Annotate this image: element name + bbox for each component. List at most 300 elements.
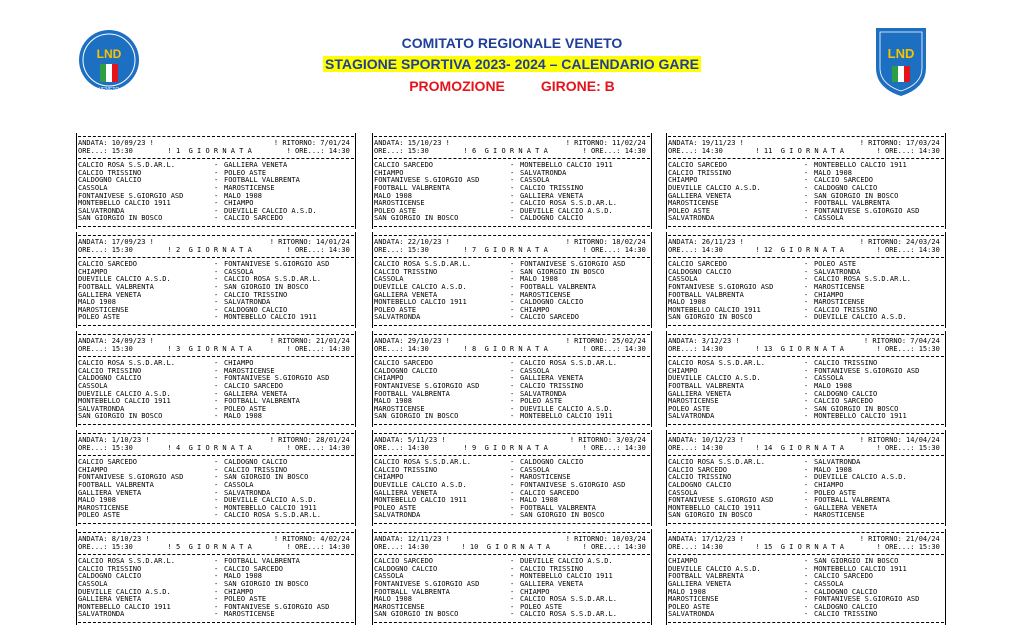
match-row xyxy=(374,276,650,284)
ritorno-date: ! RITORNO: 11/02/24 xyxy=(565,140,650,147)
match-dash: - xyxy=(214,573,219,581)
round-header-times xyxy=(374,346,650,354)
divider xyxy=(78,334,354,335)
round-block xyxy=(372,232,652,330)
match-row xyxy=(374,208,650,216)
home-team: CALCIO SARCEDO xyxy=(78,459,138,467)
andata-date: ANDATA: 10/09/23 ! xyxy=(78,140,154,147)
home-team: FOOTBALL VALBRENTA xyxy=(78,481,154,489)
match-row xyxy=(78,505,354,513)
away-team: CHIAMPO xyxy=(520,306,550,314)
divider xyxy=(668,257,944,258)
home-team: CHIAMPO xyxy=(374,474,404,482)
divider xyxy=(78,523,354,524)
round-header-times xyxy=(374,148,650,156)
match-row xyxy=(78,170,354,178)
match-dash: - xyxy=(510,306,515,314)
home-team: FOOTBALL VALBRENTA xyxy=(668,573,744,581)
giornata-label: ! 15 G I O R N A T A xyxy=(755,543,844,551)
match-row xyxy=(668,261,944,269)
round-header-times xyxy=(668,445,944,453)
match-dash: - xyxy=(804,459,809,467)
round-header-dates xyxy=(668,239,944,247)
match-row xyxy=(668,360,944,368)
match-row xyxy=(374,292,650,300)
home-team: SALVATRONDA xyxy=(668,413,715,421)
match-dash: - xyxy=(214,184,219,192)
match-dash: - xyxy=(510,360,515,368)
away-team: SAN GIORGIO IN BOSCO xyxy=(224,580,309,588)
ritorno-time: ! ORE...: 15:30 xyxy=(876,345,944,353)
match-dash: - xyxy=(804,215,809,223)
match-dash: - xyxy=(510,314,515,322)
match-row xyxy=(78,573,354,581)
home-team: CHIAMPO xyxy=(668,558,698,566)
home-team: CASSOLA xyxy=(668,276,698,284)
andata-date: ANDATA: 1/10/23 ! xyxy=(78,437,150,444)
round-header-dates xyxy=(78,338,354,346)
away-team: DUEVILLE CALCIO A.S.D. xyxy=(224,497,317,505)
match-row xyxy=(78,611,354,619)
away-team: CALDOGNO CALCIO xyxy=(520,299,584,307)
away-team: CALCIO TRISSINO xyxy=(224,291,288,299)
match-row xyxy=(78,360,354,368)
divider xyxy=(374,455,650,456)
match-row xyxy=(374,604,650,612)
match-row xyxy=(374,467,650,475)
home-team: CHIAMPO xyxy=(374,169,404,177)
match-dash: - xyxy=(214,276,219,284)
match-row xyxy=(374,497,650,505)
home-team: FONTANIVESE S.GIORGIO ASD xyxy=(78,192,184,200)
match-row xyxy=(668,208,944,216)
match-row xyxy=(78,490,354,498)
away-team: MALO 1908 xyxy=(224,573,262,581)
match-dash: - xyxy=(804,291,809,299)
logo-left-text: LND xyxy=(96,47,122,61)
match-row xyxy=(668,398,944,406)
match-row xyxy=(668,193,944,201)
divider xyxy=(374,136,650,137)
home-team: MALO 1908 xyxy=(78,497,116,505)
match-dash: - xyxy=(214,268,219,276)
away-team: FOOTBALL VALBRENTA xyxy=(520,504,596,512)
round-header-dates xyxy=(78,140,354,148)
match-row xyxy=(668,177,944,185)
match-row xyxy=(668,406,944,414)
divider xyxy=(668,235,944,236)
match-row xyxy=(668,292,944,300)
match-row xyxy=(78,467,354,475)
match-dash: - xyxy=(214,207,219,215)
match-dash: - xyxy=(804,390,809,398)
divider xyxy=(78,257,354,258)
away-team: GALLIERA VENETA xyxy=(520,192,584,200)
match-dash: - xyxy=(804,565,809,573)
away-team: SALVATRONDA xyxy=(814,268,861,276)
match-row xyxy=(668,162,944,170)
home-team: DUEVILLE CALCIO A.S.D. xyxy=(668,375,761,383)
match-row xyxy=(78,284,354,292)
andata-date: ANDATA: 5/11/23 ! xyxy=(374,437,446,444)
ritorno-date: ! RITORNO: 25/02/24 xyxy=(565,338,650,345)
match-dash: - xyxy=(214,459,219,467)
match-dash: - xyxy=(214,611,219,619)
match-row xyxy=(668,170,944,178)
match-row xyxy=(668,596,944,604)
home-team: CALDOGNO CALCIO xyxy=(668,268,732,276)
match-dash: - xyxy=(804,497,809,505)
match-dash: - xyxy=(510,177,515,185)
away-team: POLEO ASTE xyxy=(814,489,857,497)
match-dash: - xyxy=(804,360,809,368)
divider xyxy=(78,433,354,434)
home-team: GALLIERA VENETA xyxy=(78,489,142,497)
away-team: DUEVILLE CALCIO A.S.D. xyxy=(520,405,613,413)
away-team: CALCIO SARCEDO xyxy=(224,382,284,390)
match-dash: - xyxy=(510,283,515,291)
away-team: DUEVILLE CALCIO A.S.D. xyxy=(814,314,907,322)
match-row xyxy=(78,566,354,574)
ritorno-time: ! ORE...: 15:30 xyxy=(876,444,944,452)
round-block xyxy=(76,232,356,330)
match-row xyxy=(78,558,354,566)
home-team: FONTANIVESE S.GIORGIO ASD xyxy=(374,382,480,390)
home-team: POLEO ASTE xyxy=(374,504,417,512)
match-dash: - xyxy=(804,261,809,269)
home-team: CASSOLA xyxy=(78,184,108,192)
away-team: SALVATRONDA xyxy=(224,299,271,307)
divider xyxy=(78,622,354,623)
match-row xyxy=(78,276,354,284)
giornata-label: ! 4 G I O R N A T A xyxy=(167,444,252,452)
home-team: POLEO ASTE xyxy=(78,512,121,520)
divider xyxy=(668,325,944,326)
andata-date: ANDATA: 24/09/23 ! xyxy=(78,338,154,345)
match-dash: - xyxy=(510,162,515,170)
divider xyxy=(374,356,650,357)
home-team: POLEO ASTE xyxy=(668,603,711,611)
home-team: FOOTBALL VALBRENTA xyxy=(668,291,744,299)
round-header-times xyxy=(374,544,650,552)
round-header-times xyxy=(78,445,354,453)
away-team: CHIAMPO xyxy=(224,588,254,596)
ritorno-time: ! ORE...: 14:30 xyxy=(286,147,354,155)
match-row xyxy=(78,474,354,482)
andata-date: ANDATA: 19/11/23 ! xyxy=(668,140,744,147)
round-block xyxy=(76,430,356,528)
match-dash: - xyxy=(214,390,219,398)
away-team: MAROSTICENSE xyxy=(814,512,865,520)
home-team: CALCIO SARCEDO xyxy=(668,162,728,170)
home-team: CALCIO TRISSINO xyxy=(374,268,438,276)
match-row xyxy=(374,215,650,223)
match-row xyxy=(374,360,650,368)
giornata-label: ! 11 G I O R N A T A xyxy=(755,147,844,155)
ritorno-time: ! ORE...: 14:30 xyxy=(286,345,354,353)
home-team: CALCIO ROSA S.S.D.AR.L. xyxy=(668,459,765,467)
match-dash: - xyxy=(804,276,809,284)
away-team: POLEO ASTE xyxy=(224,596,267,604)
divider xyxy=(78,532,354,533)
away-team: MAROSTICENSE xyxy=(814,299,865,307)
home-team: DUEVILLE CALCIO A.S.D. xyxy=(668,565,761,573)
home-team: MONTEBELLO CALCIO 1911 xyxy=(374,497,467,505)
match-row xyxy=(78,391,354,399)
home-team: CALDOGNO CALCIO xyxy=(668,481,732,489)
home-team: DUEVILLE CALCIO A.S.D. xyxy=(668,184,761,192)
match-row xyxy=(374,375,650,383)
round-header-times xyxy=(78,148,354,156)
ritorno-time: ! ORE...: 14:30 xyxy=(876,147,944,155)
match-dash: - xyxy=(214,177,219,185)
round-header-dates xyxy=(78,536,354,544)
match-dash: - xyxy=(510,215,515,223)
giornata-label: ! 13 G I O R N A T A xyxy=(755,345,844,353)
round-block xyxy=(76,133,356,231)
match-row xyxy=(374,398,650,406)
home-team: CALCIO ROSA S.S.D.AR.L. xyxy=(668,360,765,368)
match-row xyxy=(374,299,650,307)
home-team: FOOTBALL VALBRENTA xyxy=(78,283,154,291)
match-row xyxy=(668,467,944,475)
away-team: CALCIO ROSA S.S.D.AR.L. xyxy=(520,360,617,368)
match-dash: - xyxy=(510,573,515,581)
home-team: CALDOGNO CALCIO xyxy=(374,565,438,573)
home-team: GALLIERA VENETA xyxy=(668,390,732,398)
andata-date: ANDATA: 29/10/23 ! xyxy=(374,338,450,345)
match-dash: - xyxy=(214,360,219,368)
away-team: MONTEBELLO CALCIO 1911 xyxy=(814,413,907,421)
home-team: POLEO ASTE xyxy=(374,306,417,314)
home-team: CALDOGNO CALCIO xyxy=(78,573,142,581)
round-header-dates xyxy=(374,338,650,346)
giornata-label: ! 14 G I O R N A T A xyxy=(755,444,844,452)
match-row xyxy=(78,581,354,589)
match-row xyxy=(78,307,354,315)
match-dash: - xyxy=(804,382,809,390)
match-row xyxy=(374,413,650,421)
ritorno-date: ! RITORNO: 14/04/24 xyxy=(859,437,944,444)
match-row xyxy=(668,391,944,399)
divider xyxy=(374,523,650,524)
ritorno-date: ! RITORNO: 10/03/24 xyxy=(565,536,650,543)
round-header-dates xyxy=(668,536,944,544)
match-row xyxy=(668,299,944,307)
match-row xyxy=(78,383,354,391)
away-team: FONTANIVESE S.GIORGIO ASD xyxy=(814,596,920,604)
away-team: FONTANIVESE S.GIORGIO ASD xyxy=(520,481,626,489)
andata-time: ORE...: 15:30 xyxy=(78,345,133,353)
away-team: CALCIO ROSA S.S.D.AR.L. xyxy=(224,512,321,520)
match-dash: - xyxy=(804,184,809,192)
match-dash: - xyxy=(510,611,515,619)
match-row xyxy=(78,261,354,269)
match-dash: - xyxy=(214,405,219,413)
match-dash: - xyxy=(214,314,219,322)
match-dash: - xyxy=(804,588,809,596)
match-row xyxy=(668,413,944,421)
match-dash: - xyxy=(510,558,515,566)
match-row xyxy=(374,505,650,513)
away-team: FOOTBALL VALBRENTA xyxy=(520,283,596,291)
match-row xyxy=(374,193,650,201)
away-team: MALO 1908 xyxy=(814,466,852,474)
category-title xyxy=(0,78,1024,94)
andata-time: ORE...: 15:30 xyxy=(78,444,133,452)
match-dash: - xyxy=(214,306,219,314)
match-row xyxy=(374,573,650,581)
andata-time: ORE...: 14:30 xyxy=(374,444,429,452)
match-dash: - xyxy=(510,390,515,398)
match-dash: - xyxy=(804,169,809,177)
match-row xyxy=(668,581,944,589)
ritorno-date: ! RITORNO: 21/04/24 xyxy=(859,536,944,543)
match-dash: - xyxy=(804,481,809,489)
match-dash: - xyxy=(804,489,809,497)
home-team: CALCIO ROSA S.S.D.AR.L. xyxy=(374,261,471,269)
ritorno-time: ! ORE...: 14:30 xyxy=(876,246,944,254)
away-team: CALDOGNO CALCIO xyxy=(814,184,878,192)
match-dash: - xyxy=(804,268,809,276)
home-team: CALCIO TRISSINO xyxy=(668,169,732,177)
category-label: PROMOZIONE xyxy=(409,78,505,94)
divider xyxy=(374,424,650,425)
away-team: CHIAMPO xyxy=(224,200,254,208)
divider xyxy=(668,523,944,524)
away-team: MALO 1908 xyxy=(520,276,558,284)
away-team: MAROSTICENSE xyxy=(814,283,865,291)
away-team: MALO 1908 xyxy=(814,169,852,177)
away-team: DUEVILLE CALCIO A.S.D. xyxy=(520,207,613,215)
match-row xyxy=(78,459,354,467)
home-team: MALO 1908 xyxy=(668,588,706,596)
home-team: FOOTBALL VALBRENTA xyxy=(374,588,450,596)
round-block xyxy=(666,430,946,528)
away-team: FOOTBALL VALBRENTA xyxy=(224,398,300,406)
match-row xyxy=(374,558,650,566)
divider xyxy=(78,325,354,326)
giornata-label: ! 3 G I O R N A T A xyxy=(167,345,252,353)
away-team: CALCIO SARCEDO xyxy=(814,177,874,185)
match-dash: - xyxy=(804,367,809,375)
match-row xyxy=(374,611,650,619)
match-row xyxy=(374,314,650,322)
away-team: SALVATRONDA xyxy=(224,489,271,497)
ritorno-date: ! RITORNO: 24/03/24 xyxy=(859,239,944,246)
ritorno-time: ! ORE...: 14:30 xyxy=(286,543,354,551)
home-team: DUEVILLE CALCIO A.S.D. xyxy=(78,588,171,596)
match-row xyxy=(668,269,944,277)
home-team: CALCIO TRISSINO xyxy=(668,474,732,482)
match-dash: - xyxy=(214,588,219,596)
giornata-label: ! 8 G I O R N A T A xyxy=(463,345,548,353)
divider xyxy=(374,325,650,326)
home-team: CALCIO TRISSINO xyxy=(374,466,438,474)
home-team: MONTEBELLO CALCIO 1911 xyxy=(78,603,171,611)
home-team: MAROSTICENSE xyxy=(374,603,425,611)
divider xyxy=(668,136,944,137)
divider xyxy=(78,554,354,555)
home-team: CALCIO SARCEDO xyxy=(78,261,138,269)
match-dash: - xyxy=(510,459,515,467)
match-dash: - xyxy=(214,580,219,588)
andata-time: ORE...: 15:30 xyxy=(78,147,133,155)
away-team: CALCIO SARCEDO xyxy=(520,314,580,322)
match-row xyxy=(668,307,944,315)
home-team: SALVATRONDA xyxy=(668,611,715,619)
away-team: CALDOGNO CALCIO xyxy=(814,603,878,611)
home-team: POLEO ASTE xyxy=(374,207,417,215)
divider xyxy=(78,158,354,159)
away-team: CALCIO SARCEDO xyxy=(814,398,874,406)
match-row xyxy=(78,193,354,201)
divider xyxy=(78,136,354,137)
match-row xyxy=(374,177,650,185)
away-team: CALCIO TRISSINO xyxy=(520,184,584,192)
away-team: MALO 1908 xyxy=(224,192,262,200)
home-team: GALLIERA VENETA xyxy=(374,489,438,497)
match-row xyxy=(78,269,354,277)
away-team: MALO 1908 xyxy=(224,413,262,421)
home-team: SALVATRONDA xyxy=(374,512,421,520)
match-row xyxy=(374,307,650,315)
round-header-times xyxy=(668,544,944,552)
away-team: CALCIO TRISSINO xyxy=(224,466,288,474)
match-dash: - xyxy=(214,367,219,375)
away-team: FONTANIVESE S.GIORGIO ASD xyxy=(224,261,330,269)
home-team: SAN GIORGIO IN BOSCO xyxy=(78,215,163,223)
away-team: MAROSTICENSE xyxy=(520,291,571,299)
away-team: SAN GIORGIO IN BOSCO xyxy=(224,474,309,482)
match-dash: - xyxy=(510,504,515,512)
match-dash: - xyxy=(510,169,515,177)
andata-time: ORE...: 15:30 xyxy=(374,147,429,155)
match-dash: - xyxy=(804,314,809,322)
away-team: GALLIERA VENETA xyxy=(520,580,584,588)
match-row xyxy=(78,177,354,185)
round-block xyxy=(372,529,652,627)
round-block xyxy=(666,331,946,429)
ritorno-date: ! RITORNO: 4/02/24 xyxy=(273,536,354,543)
home-team: CHIAMPO xyxy=(78,268,108,276)
divider xyxy=(78,226,354,227)
divider xyxy=(374,226,650,227)
away-team: SAN GIORGIO IN BOSCO xyxy=(520,268,605,276)
home-team: MONTEBELLO CALCIO 1911 xyxy=(78,200,171,208)
match-row xyxy=(374,261,650,269)
away-team: CASSOLA xyxy=(814,375,844,383)
match-row xyxy=(78,208,354,216)
home-team: DUEVILLE CALCIO A.S.D. xyxy=(374,283,467,291)
match-row xyxy=(78,398,354,406)
round-header-times xyxy=(78,247,354,255)
away-team: GALLIERA VENETA xyxy=(224,390,288,398)
away-team: CALDOGNO CALCIO xyxy=(520,215,584,223)
home-team: CALCIO SARCEDO xyxy=(374,162,434,170)
match-dash: - xyxy=(510,474,515,482)
away-team: CALCIO SARCEDO xyxy=(814,573,874,581)
match-dash: - xyxy=(214,375,219,383)
ritorno-date: ! RITORNO: 28/01/24 xyxy=(269,437,354,444)
match-row xyxy=(668,573,944,581)
home-team: SALVATRONDA xyxy=(374,314,421,322)
home-team: DUEVILLE CALCIO A.S.D. xyxy=(78,276,171,284)
andata-date: ANDATA: 12/11/23 ! xyxy=(374,536,450,543)
match-dash: - xyxy=(510,375,515,383)
match-dash: - xyxy=(804,611,809,619)
andata-time: ORE...: 14:30 xyxy=(374,345,429,353)
